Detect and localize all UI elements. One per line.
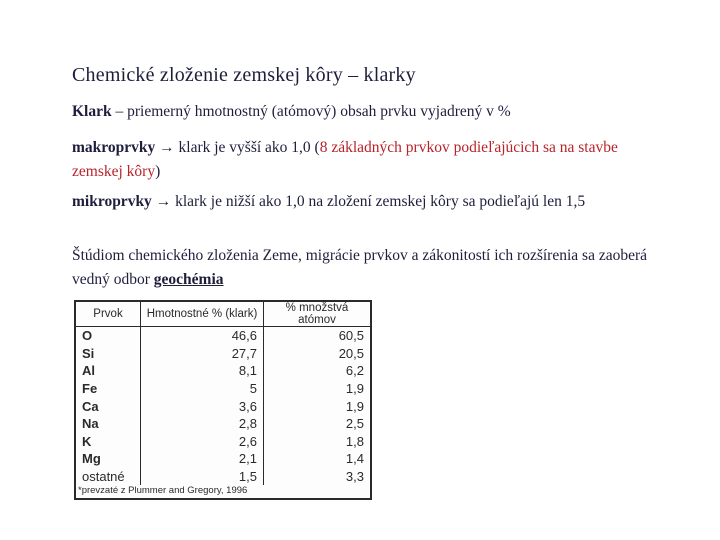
geochemia-term: geochémia (153, 271, 224, 288)
geochemia-paragraph (72, 244, 662, 292)
cell-mass-percent: 2,1 (141, 450, 264, 468)
klark-text: – priemerný hmotnostný (atómový) obsah prvku vyjadrený v % (111, 103, 511, 120)
header-atomy: % množstvá atómov (264, 302, 371, 327)
cell-mass-percent: 46,6 (141, 327, 264, 345)
cell-mass-percent: 1,5 (141, 468, 264, 486)
cell-atom-percent: 1,8 (264, 433, 371, 451)
cell-atom-percent: 1,4 (264, 450, 371, 468)
cell-atom-percent: 1,9 (264, 397, 371, 415)
cell-element: K (82, 433, 92, 449)
cell-element: Al (82, 363, 95, 379)
cell-element: ostatné (82, 469, 125, 485)
table-row (76, 415, 370, 433)
table-footnote: *prevzaté z Plummer and Gregory, 1996 (78, 485, 248, 496)
cell-element: Ca (82, 398, 99, 414)
element-abundance-table (74, 300, 372, 500)
mikroprvky-paragraph (72, 190, 662, 214)
makroprvky-text-b: ) (155, 163, 161, 180)
table-row (76, 397, 370, 415)
cell-mass-percent: 5 (141, 380, 264, 398)
cell-element: Mg (82, 451, 101, 467)
table-header-row (76, 302, 370, 327)
cell-mass-percent: 27,7 (141, 345, 264, 363)
header-hmotnostne: Hmotnostné % (klark) (141, 302, 264, 327)
table-row (76, 345, 370, 363)
cell-element: O (82, 328, 93, 344)
klark-definition (72, 100, 662, 124)
cell-mass-percent: 8,1 (141, 362, 264, 380)
cell-mass-percent: 3,6 (141, 397, 264, 415)
cell-mass-percent: 2,6 (141, 433, 264, 451)
klark-term: Klark (72, 103, 112, 120)
header-prvok: Prvok (76, 302, 141, 327)
cell-atom-percent: 2,5 (264, 415, 371, 433)
cell-element: Fe (82, 381, 98, 397)
cell-mass-percent: 2,8 (141, 415, 264, 433)
makroprvky-text-a: → klark je vyšší ako 1,0 ( (155, 139, 320, 156)
abundance-table (76, 302, 370, 485)
table-row (76, 362, 370, 380)
cell-element: Si (82, 345, 95, 361)
cell-element: Na (82, 416, 99, 432)
table-row (76, 327, 370, 345)
cell-atom-percent: 3,3 (264, 468, 371, 486)
mikroprvky-term: mikroprvky (72, 193, 152, 210)
table-row (76, 468, 370, 486)
table-row (76, 450, 370, 468)
cell-atom-percent: 60,5 (264, 327, 371, 345)
geochemia-text: Štúdiom chemického zloženia Zeme, migrácie prvkov a zákonitostí ich rozšírenia sa zaoberá vedný odbor (72, 247, 647, 288)
makroprvky-highlight: 8 základných prvkov podieľajúcich sa na stavbe zemskej kôry (72, 139, 618, 180)
mikroprvky-text: → klark je nižší ako 1,0 na zložení zemskej kôry sa podieľajú len 1,5 (151, 193, 586, 210)
cell-atom-percent: 1,9 (264, 380, 371, 398)
cell-atom-percent: 20,5 (264, 345, 371, 363)
table-row (76, 380, 370, 398)
makroprvky-paragraph (72, 136, 662, 184)
cell-atom-percent: 6,2 (264, 362, 371, 380)
table-row (76, 433, 370, 451)
makroprvky-term: makroprvky (72, 139, 156, 156)
slide-title: Chemické zloženie zemskej kôry – klarky (72, 64, 416, 86)
